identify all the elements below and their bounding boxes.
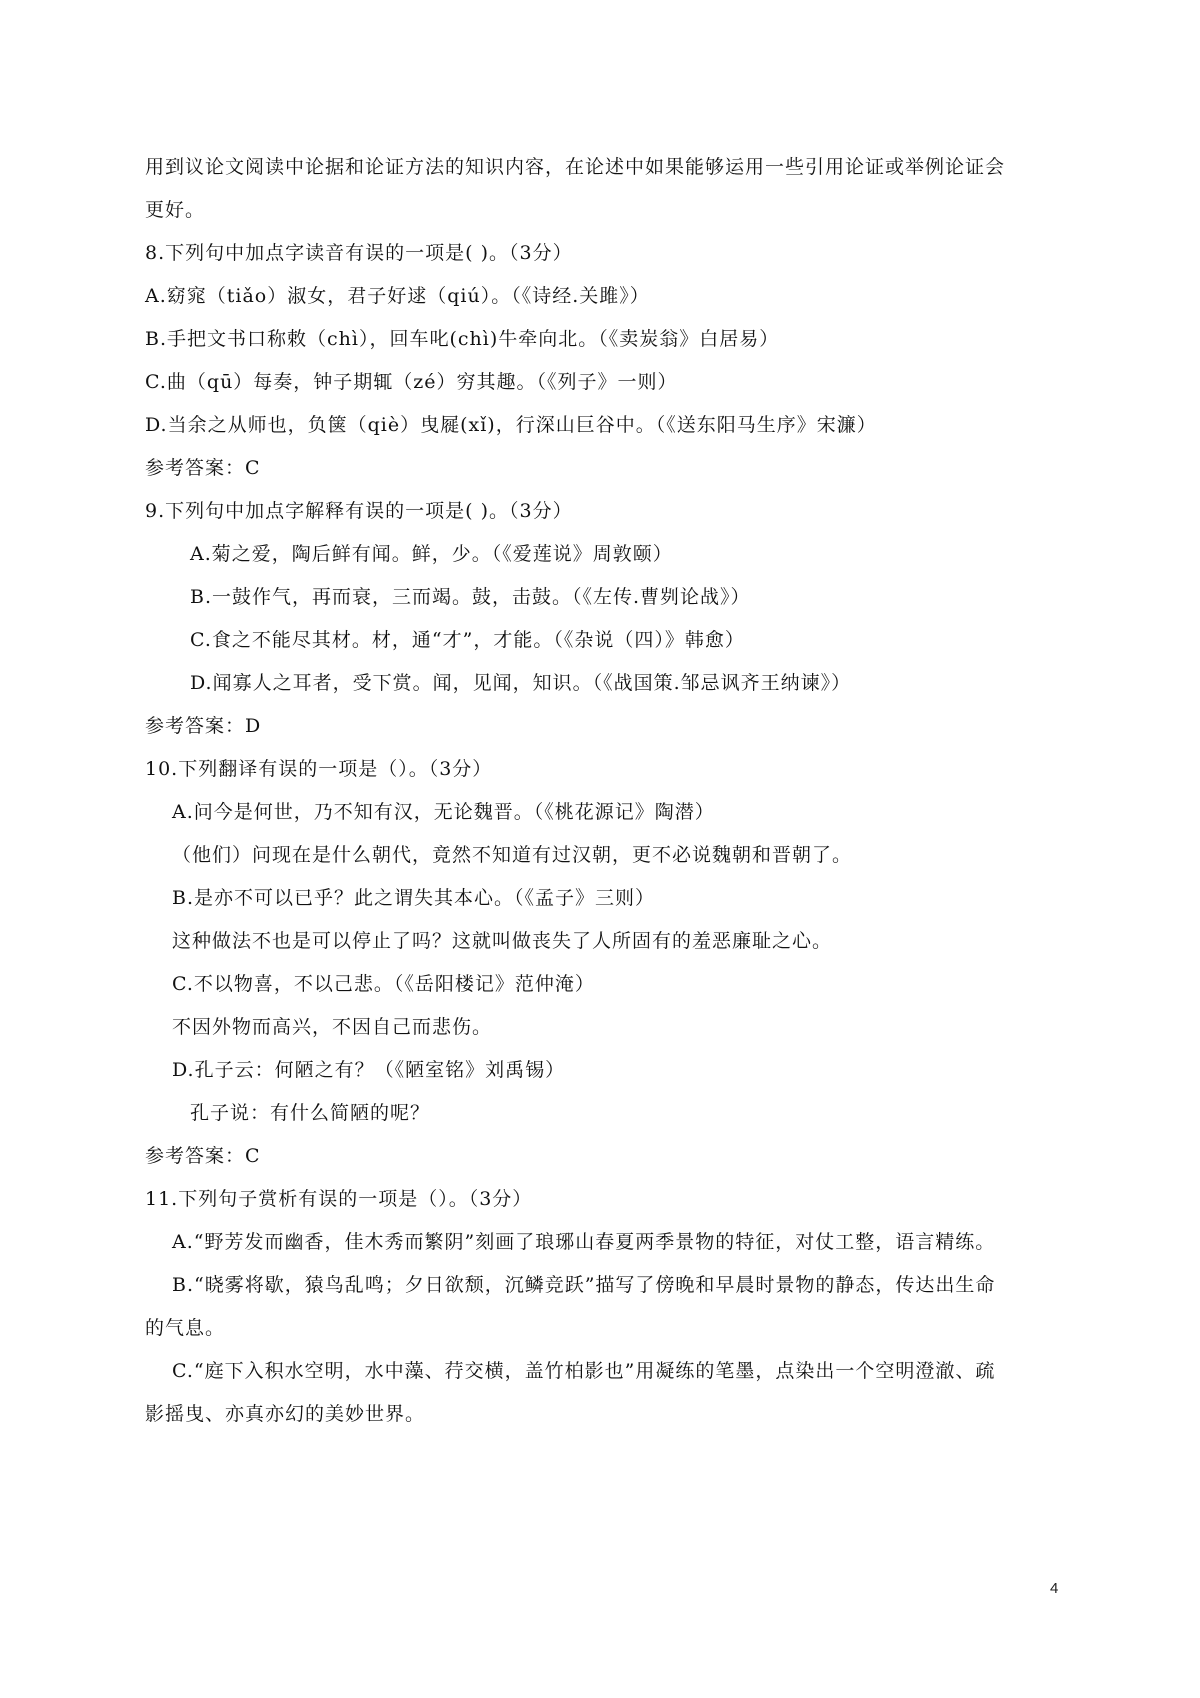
option-11b: B.“晓雾将歇，猿鸟乱鸣；夕日欲颓，沉鳞竞跃”描写了傍晚和早晨时景物的静态，传达出生命 (172, 1274, 996, 1296)
option-8b: B.手把文书口称敕（chì），回车叱(chì)牛牵向北。（《卖炭翁》白居易） (145, 328, 780, 350)
option-11b-cont: 的气息。 (145, 1317, 226, 1339)
option-9c: C.食之不能尽其材。材，通“才”，才能。（《杂说（四）》韩愈） (190, 629, 745, 651)
text-line: 用到议论文阅读中论据和论证方法的知识内容，在论述中如果能够运用一些引用论证或举例论证会 (145, 156, 1006, 178)
option-9a: A.菊之爱，陶后鲜有闻。鲜，少。（《爱莲说》周敦颐） (190, 543, 673, 565)
option-8c: C.曲（qū）每奏，钟子期辄（zé）穷其趣。（《列子》一则） (145, 371, 678, 393)
option-8d: D.当余之从师也，负箧（qiè）曳屣(xǐ)，行深山巨谷中。（《送东阳马生序》宋濂） (145, 414, 877, 436)
answer-9: 参考答案：D (145, 715, 262, 737)
page-number: 4 (1050, 1580, 1059, 1597)
question-9: 9.下列句中加点字解释有误的一项是( )。（3分） (145, 500, 573, 522)
translation-10a: （他们）问现在是什么朝代，竟然不知道有过汉朝，更不必说魏朝和晋朝了。 (172, 844, 853, 866)
translation-10c: 不因外物而高兴，不因自己而悲伤。 (172, 1016, 493, 1038)
answer-8: 参考答案：C (145, 457, 261, 479)
text-line: 更好。 (145, 199, 206, 221)
option-11c-cont: 影摇曳、亦真亦幻的美妙世界。 (145, 1403, 426, 1425)
translation-10d: 孔子说：有什么简陋的呢？ (190, 1102, 431, 1124)
option-10c: C.不以物喜，不以己悲。（《岳阳楼记》范仲淹） (172, 973, 595, 995)
option-9d: D.闻寡人之耳者，受下赏。闻，见闻，知识。（《战国策.邹忌讽齐王纳谏》） (190, 672, 852, 694)
question-8: 8.下列句中加点字读音有误的一项是( )。（3分） (145, 242, 573, 264)
option-10d: D.孔子云：何陋之有？（《陋室铭》刘禹锡） (172, 1059, 566, 1081)
option-11a: A.“野芳发而幽香，佳木秀而繁阴”刻画了琅琊山春夏两季景物的特征，对仗工整，语言精练。 (172, 1231, 996, 1253)
option-9b: B.一鼓作气，再而衰，三而竭。鼓，击鼓。（《左传.曹刿论战》） (190, 586, 751, 608)
option-10a: A.问今是何世，乃不知有汉，无论魏晋。（《桃花源记》陶潜） (172, 801, 715, 823)
option-8a: A.窈窕（tiǎo）淑女，君子好逑（qiú）。（《诗经.关雎》） (145, 285, 650, 307)
answer-10: 参考答案：C (145, 1145, 261, 1167)
translation-10b: 这种做法不也是可以停止了吗？这就叫做丧失了人所固有的羞恶廉耻之心。 (172, 930, 833, 952)
option-11c: C.“庭下入积水空明，水中藻、荇交横，盖竹柏影也”用凝练的笔墨，点染出一个空明澄澈、疏 (172, 1360, 996, 1382)
option-10b: B.是亦不可以已乎？此之谓失其本心。（《孟子》三则） (172, 887, 656, 909)
question-10: 10.下列翻译有误的一项是（）。（3分） (145, 758, 493, 780)
question-11: 11.下列句子赏析有误的一项是（）。（3分） (145, 1188, 533, 1210)
